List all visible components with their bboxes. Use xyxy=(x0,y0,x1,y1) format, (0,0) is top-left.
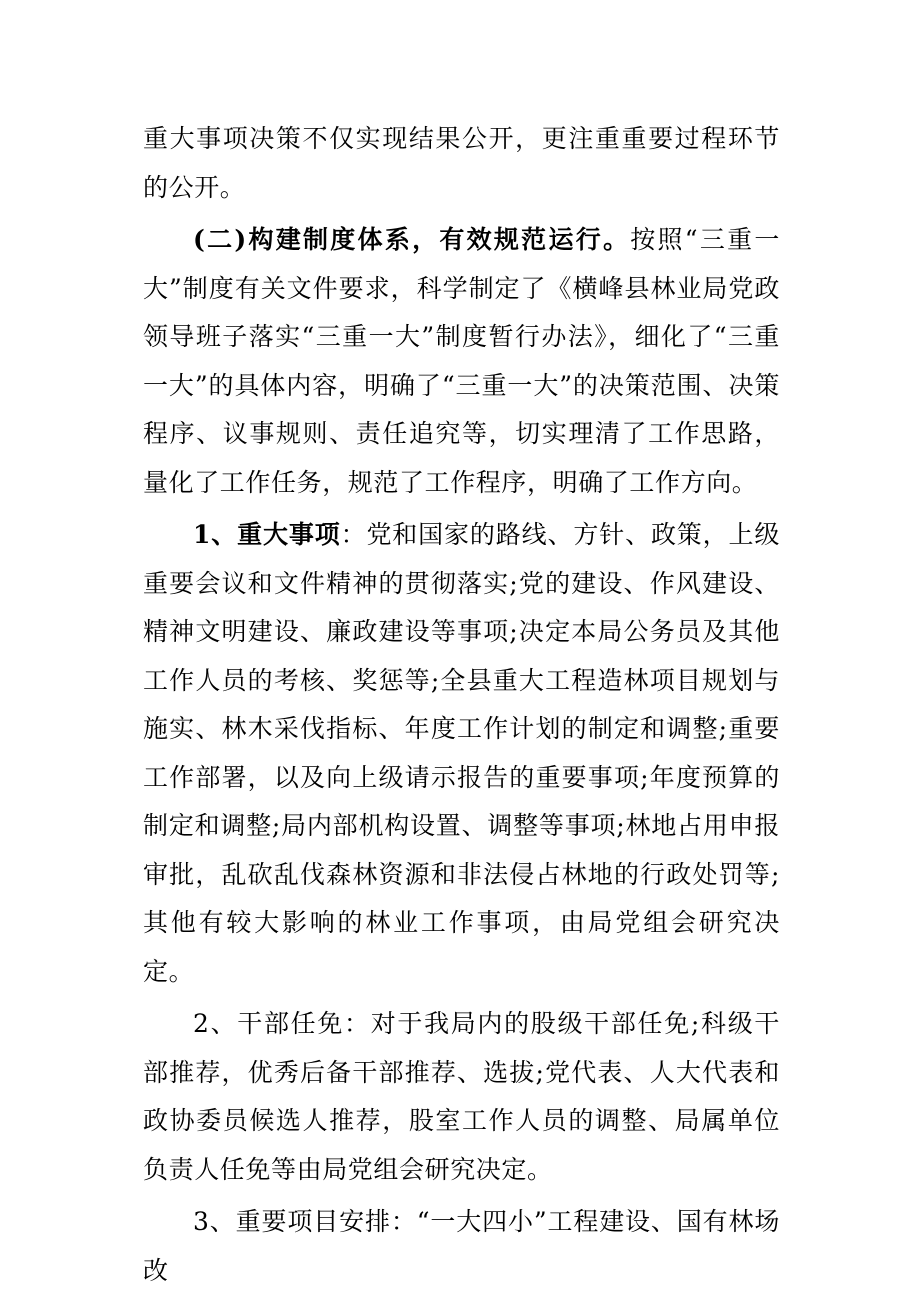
paragraph-item-3 xyxy=(143,1198,780,1295)
paragraph-item-2 xyxy=(143,1000,780,1194)
item-heading: 1、重大事项 xyxy=(193,520,341,549)
document-body xyxy=(143,115,780,1299)
paragraph-text: 3、重要项目安排：“一大四小”工程建设、国有林场改 xyxy=(143,1207,780,1285)
paragraph-section-two xyxy=(143,216,780,507)
paragraph-text: 重大事项决策不仅实现结果公开，更注重重要过程环节的公开。 xyxy=(143,124,780,202)
paragraph-text: ：党和国家的路线、方针、政策，上级重要会议和文件精神的贯彻落实;党的建设、作风建设、精神文明建设、廉政建设等事项;决定本局公务员及其他工作人员的考核、奖惩等;全县重大工程造林项目规划与施实、林木采伐指标、年度工作计划的制定和调整;重要工作部署，以及向上级请示报告的重要事项;年度预算的制定和调整;局内部机构设置、调整等事项;林地占用申报审批，乱砍乱伐森林资源和非法侵占林地的行政处罚等;其他有较大影响的林业工作事项，由局党组会研究决定。 xyxy=(143,520,780,986)
paragraph-text: 2、干部任免：对于我局内的股级干部任免;科级干部推荐，优秀后备干部推荐、选拔;党代表、人大代表和政协委员候选人推荐，股室工作人员的调整、局属单位负责人任免等由局党组会研究决定。 xyxy=(143,1009,780,1184)
paragraph-text: 按照“三重一大”制度有关文件要求，科学制定了《横峰县林业局党政领导班子落实“三重一大”制度暂行办法》，细化了“三重一大”的具体内容，明确了“三重一大”的决策范围、决策程序、议事规则、责任追究等，切实理清了工作思路，量化了工作任务，规范了工作程序，明确了工作方向。 xyxy=(143,225,780,497)
paragraph-continuation xyxy=(143,115,780,212)
section-heading: (二)构建制度体系，有效规范运行。 xyxy=(193,225,631,254)
paragraph-item-1 xyxy=(143,511,780,996)
